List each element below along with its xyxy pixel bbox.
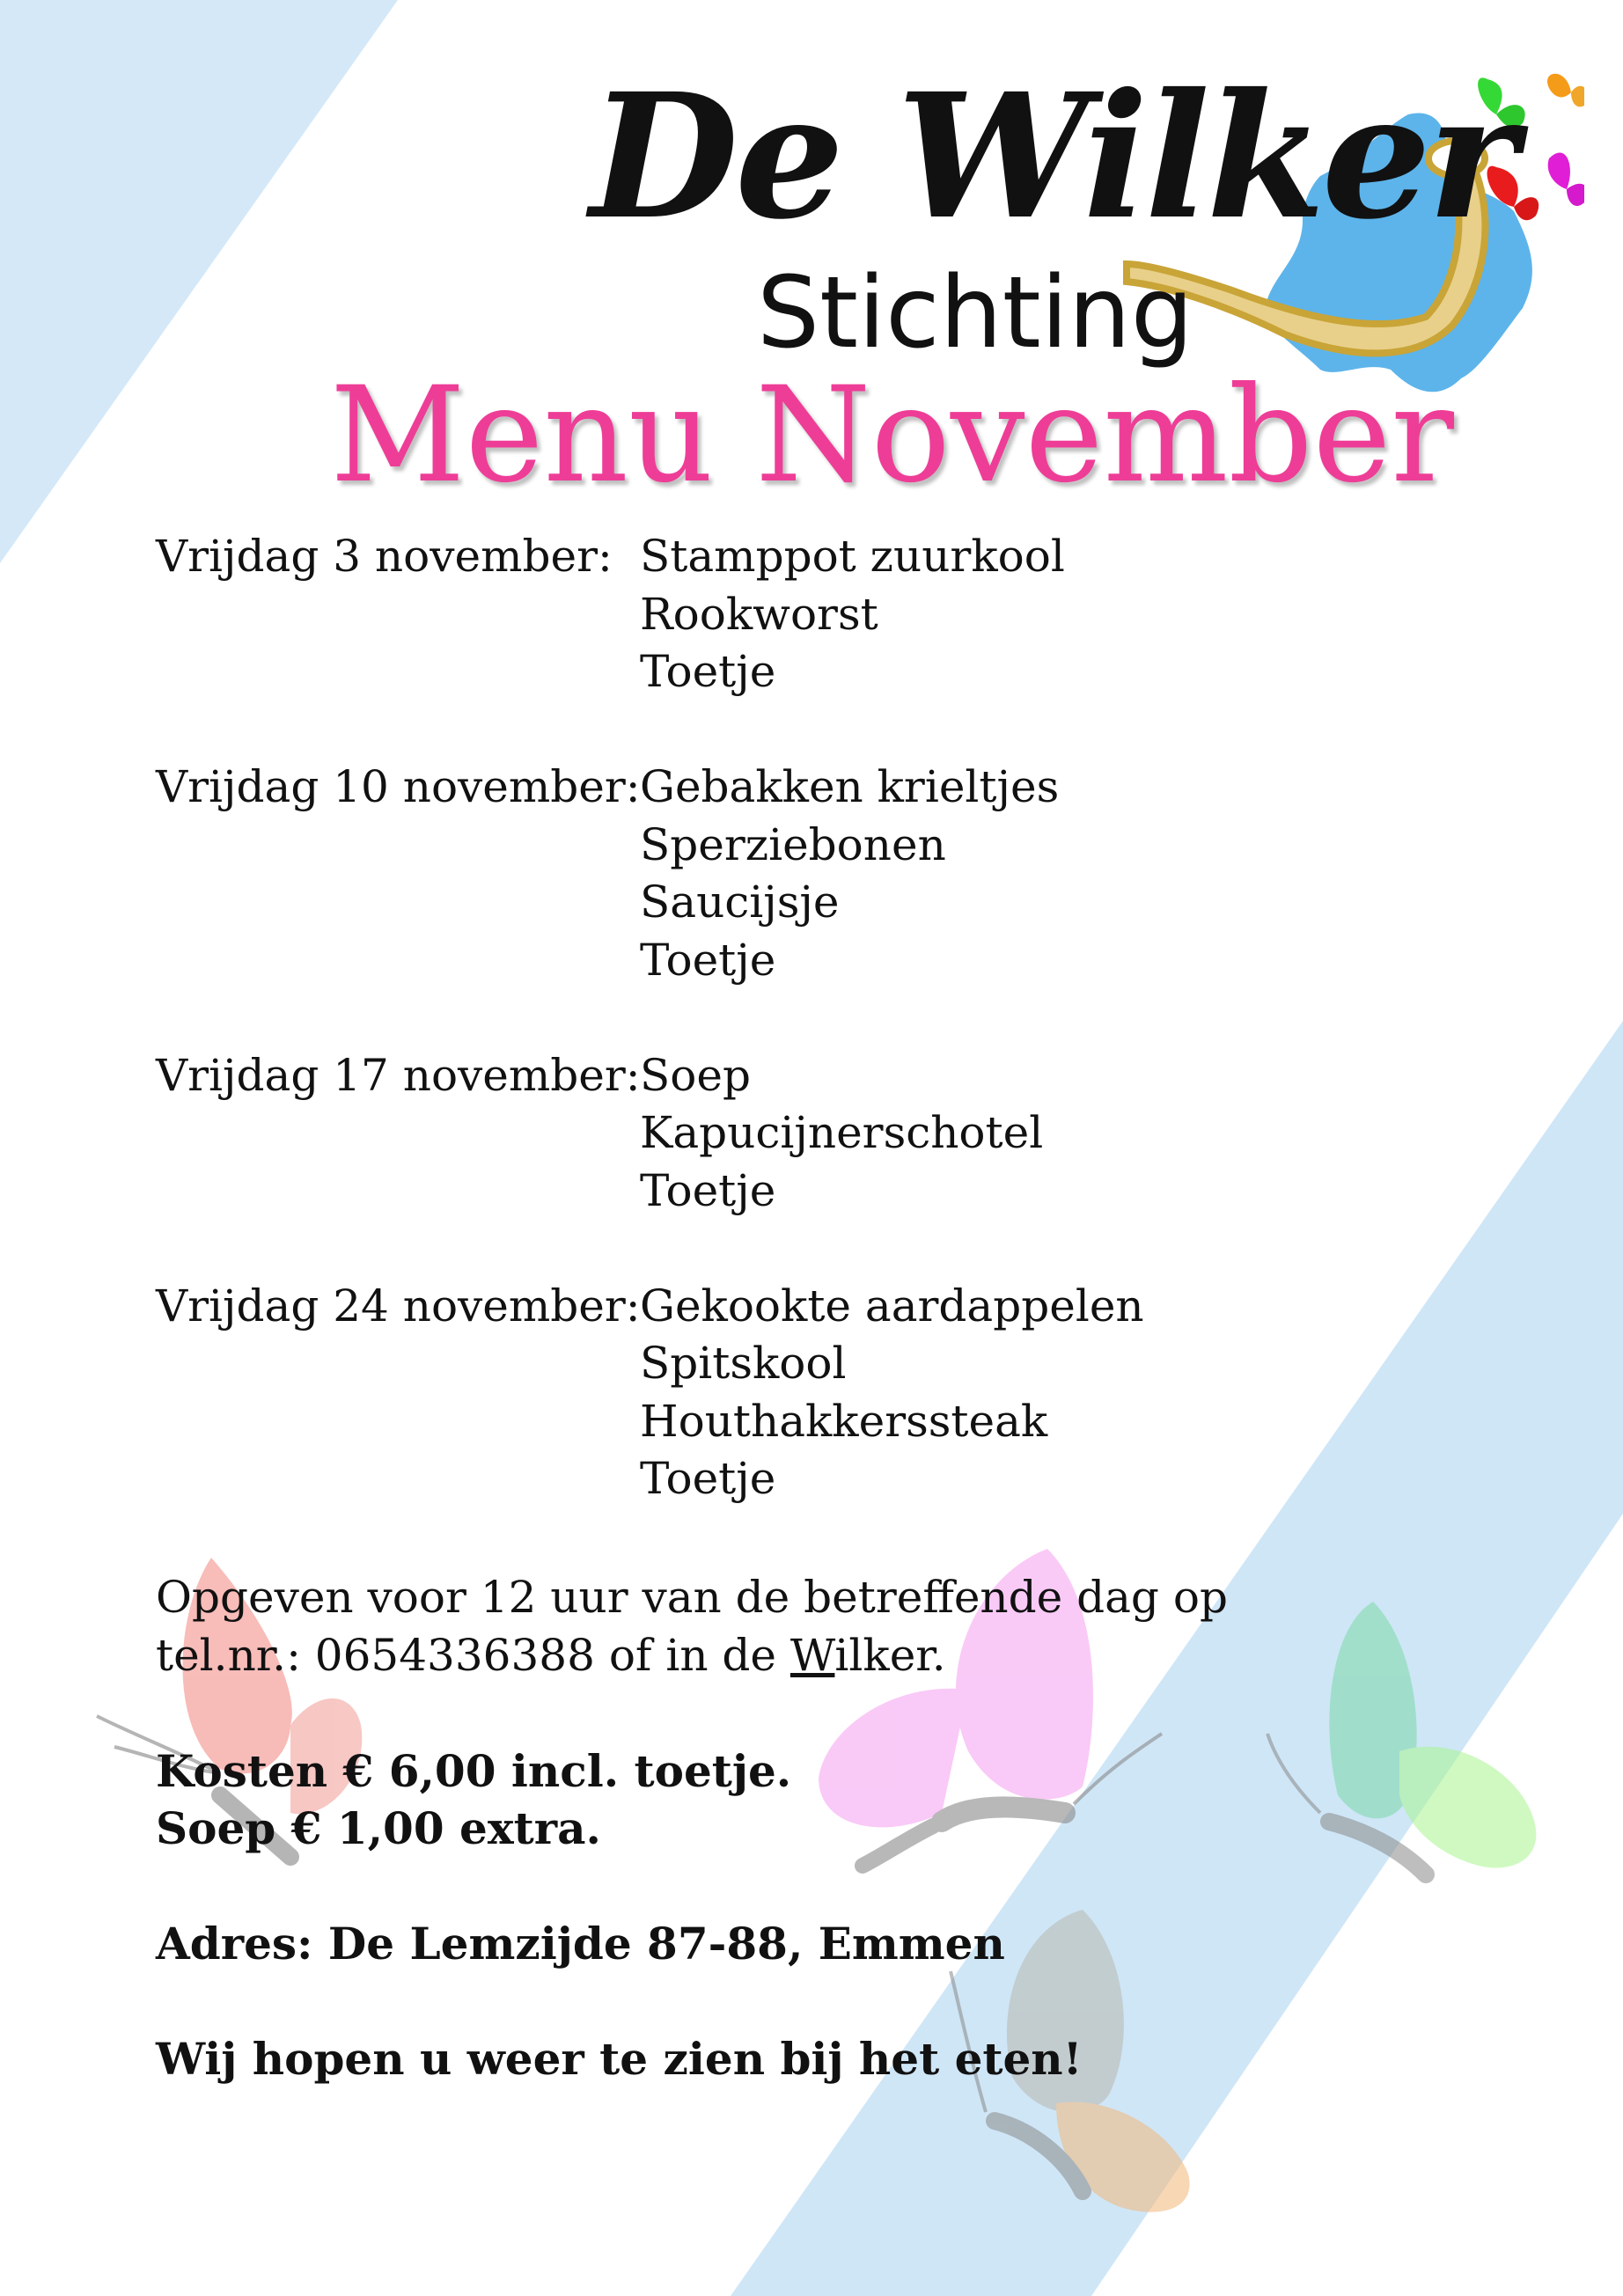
- registration-line-2: [156, 1627, 1228, 1685]
- menu-item: Sperziebonen: [640, 818, 946, 870]
- butterfly-icon: [1548, 152, 1584, 206]
- menu-item: Houthakkerssteak: [640, 1395, 1048, 1447]
- menu-item: Toetje: [640, 1164, 776, 1216]
- menu-items: [640, 759, 1059, 989]
- info-section: [156, 1569, 1228, 2088]
- menu-item: Toetje: [640, 1453, 776, 1504]
- menu-item: Rookworst: [640, 588, 878, 640]
- address: Adres: De Lemzijde 87-88, Emmen: [156, 1918, 1005, 1970]
- page-title: Menu November: [330, 359, 1455, 512]
- menu-day: Vrijdag 24 november:: [156, 1280, 641, 1331]
- menu-items: [640, 1047, 1043, 1221]
- butterfly-icon: [1547, 74, 1584, 107]
- menu-item: Toetje: [640, 646, 776, 697]
- logo-subtitle: Stichting: [757, 256, 1193, 370]
- menu-day: Vrijdag 17 november:: [156, 1049, 641, 1101]
- logo-title: De Wilker: [590, 55, 1515, 257]
- menu-entry: [156, 759, 1144, 989]
- menu-item: Stamppot zuurkool: [640, 531, 1065, 582]
- menu-item: Kapucijnerschotel: [640, 1107, 1044, 1158]
- menu-day: Vrijdag 10 november:: [156, 761, 641, 812]
- menu-list: [156, 528, 1144, 1566]
- registration-suffix: ilker.: [834, 1629, 946, 1681]
- menu-day: Vrijdag 3 november:: [156, 531, 613, 582]
- registration-phone: tel.nr.: 0654336388 of in de: [156, 1629, 790, 1681]
- registration-line-1: Opgeven voor 12 uur van de betreffende dag op: [156, 1572, 1228, 1623]
- costs-line-1: Kosten € 6,00 incl. toetje.: [156, 1744, 792, 1797]
- costs-line-2: Soep € 1,00 extra.: [156, 1802, 601, 1854]
- menu-item: Spitskool: [640, 1338, 847, 1389]
- menu-item: Gekookte aardappelen: [640, 1280, 1144, 1331]
- menu-items: [640, 528, 1065, 701]
- menu-item: Gebakken krieltjes: [640, 761, 1060, 812]
- logo: [563, 44, 1584, 414]
- registration-underlined: W: [789, 1629, 835, 1681]
- menu-entry: [156, 1047, 1144, 1221]
- menu-entry: [156, 1278, 1144, 1508]
- menu-items: [640, 1278, 1144, 1508]
- menu-entry: [156, 528, 1144, 701]
- menu-item: Saucijsje: [640, 877, 840, 928]
- menu-item: Soep: [640, 1049, 751, 1101]
- closing-text: Wij hopen u weer te zien bij het eten!: [156, 2033, 1083, 2085]
- menu-item: Toetje: [640, 934, 776, 986]
